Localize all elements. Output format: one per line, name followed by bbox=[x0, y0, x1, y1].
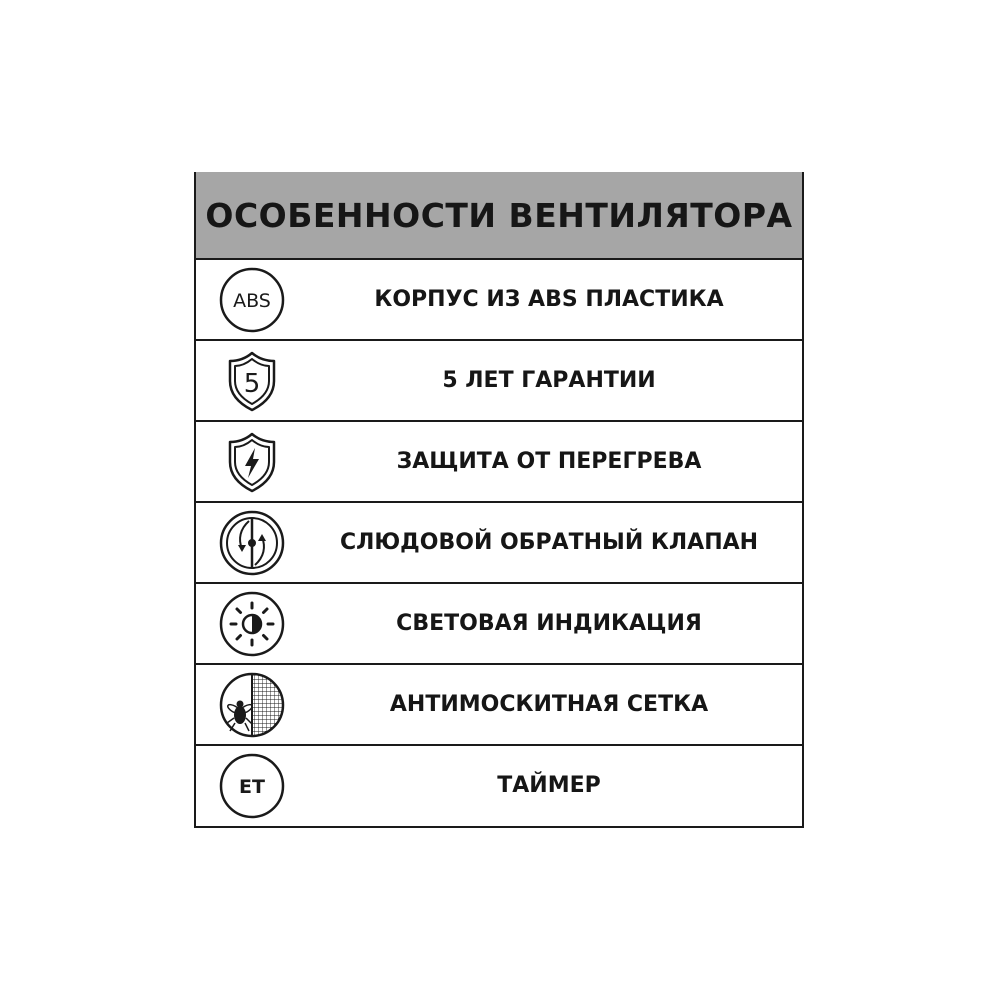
feature-row-timer bbox=[196, 746, 802, 827]
table-header bbox=[196, 172, 802, 260]
feature-label: 5 ЛЕТ ГАРАНТИИ bbox=[442, 368, 656, 393]
feature-label: ТАЙМЕР bbox=[497, 773, 601, 798]
shield-lightning-icon bbox=[218, 428, 286, 496]
abs-plastic-icon bbox=[218, 266, 286, 334]
feature-row-abs bbox=[196, 260, 802, 341]
mosquito-net-icon bbox=[218, 671, 286, 739]
check-valve-icon bbox=[218, 509, 286, 577]
feature-label: АНТИМОСКИТНАЯ СЕТКА bbox=[389, 692, 709, 717]
light-indicator-icon bbox=[218, 590, 286, 658]
feature-row-indication bbox=[196, 584, 802, 665]
features-table bbox=[194, 172, 804, 828]
timer-icon bbox=[218, 752, 286, 820]
shield-warranty-icon bbox=[218, 347, 286, 415]
page-title: ОСОБЕННОСТИ ВЕНТИЛЯТОРА bbox=[205, 195, 793, 235]
feature-label: ЗАЩИТА ОТ ПЕРЕГРЕВА bbox=[396, 449, 702, 474]
svg-text:5: 5 bbox=[243, 369, 261, 399]
feature-row-overheat bbox=[196, 422, 802, 503]
feature-row-net bbox=[196, 665, 802, 746]
feature-label: СЛЮДОВОЙ ОБРАТНЫЙ КЛАПАН bbox=[339, 530, 759, 555]
svg-text:ET: ET bbox=[239, 776, 265, 798]
feature-row-valve bbox=[196, 503, 802, 584]
feature-row-warranty bbox=[196, 341, 802, 422]
svg-text:ABS: ABS bbox=[233, 290, 271, 312]
feature-label: СВЕТОВАЯ ИНДИКАЦИЯ bbox=[396, 611, 702, 636]
feature-label: КОРПУС ИЗ ABS ПЛАСТИКА bbox=[374, 287, 724, 312]
